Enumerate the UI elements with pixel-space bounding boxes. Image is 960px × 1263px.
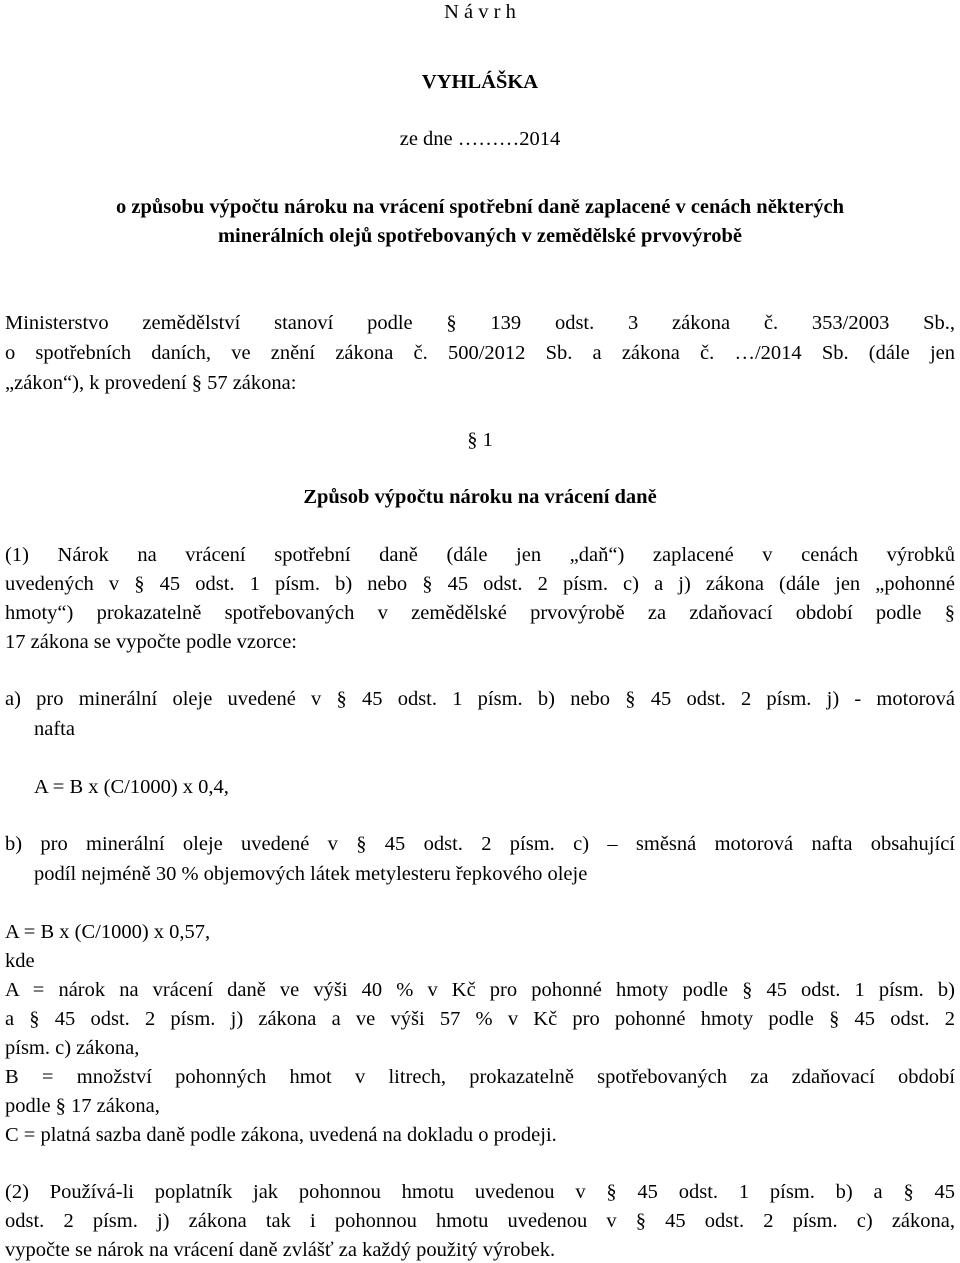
list-item-line: nafta [34, 718, 75, 740]
paragraph-line: uvedených v § 45 odst. 1 písm. b) nebo § 45 odst. 2 písm. c) a j) zákona (dále jen „pohonné [5, 573, 955, 595]
section-number: § 1 [467, 429, 493, 451]
definitions-line: A = nárok na vrácení daně ve výši 40 % v Kč pro pohonné hmoty podle § 45 odst. 1 písm. b) [5, 979, 955, 1001]
paragraph-line: vypočte se nárok na vrácení daně zvlášť za každý použitý výrobek. [5, 1239, 556, 1261]
paragraph-line: (2) Používá-li poplatník jak pohonnou hmotu uvedenou v § 45 odst. 1 písm. b) a § 45 [5, 1181, 955, 1203]
definitions-line: C = platná sazba daně podle zákona, uvedená na dokladu o prodeji. [5, 1124, 557, 1146]
definitions-line: B = množství pohonných hmot v litrech, prokazatelně spotřebovaných za zdaňovací období [5, 1066, 955, 1088]
title-line: minerálních olejů spotřebovaných v zemědělské prvovýrobě [217, 225, 743, 247]
paragraph-line: hmoty“) prokazatelně spotřebovaných v zemědělské prvovýrobě za zdaňovací období podle § [5, 602, 955, 624]
document-type-heading: VYHLÁŠKA [421, 71, 539, 93]
preamble-line: „zákon“), k provedení § 57 zákona: [5, 372, 297, 394]
definitions-line: písm. c) zákona, [5, 1037, 140, 1059]
section-heading: Způsob výpočtu nároku na vrácení daně [303, 486, 657, 508]
paragraph-line: 17 zákona se vypočte podle vzorce: [5, 631, 298, 653]
preamble-line: o spotřebních daních, ve znění zákona č. 500/2012 Sb. a zákona č. …/2014 Sb. (dále jen [5, 342, 955, 364]
preamble-line: Ministerstvo zemědělství stanoví podle § 139 odst. 3 zákona č. 353/2003 Sb., [5, 312, 955, 334]
paragraph-line: odst. 2 písm. j) zákona tak i pohonnou hmotu uvedenou v § 45 odst. 2 písm. c) zákona, [5, 1210, 955, 1232]
paragraph-line: (1) Nárok na vrácení spotřební daně (dále jen „daň“) zaplacené v cenách výrobků [5, 544, 955, 566]
list-item-line: a) pro minerální oleje uvedené v § 45 odst. 1 písm. b) nebo § 45 odst. 2 písm. j) - motorová [5, 688, 955, 710]
draft-label: N á v r h [444, 1, 516, 23]
definitions-line: podle § 17 zákona, [5, 1095, 160, 1117]
list-item-line: b) pro minerální oleje uvedené v § 45 odst. 2 písm. c) – směsná motorová nafta obsahující [5, 833, 955, 855]
definitions-line: kde [5, 950, 35, 972]
formula: A = B x (C/1000) x 0,57, [5, 921, 211, 943]
definitions-line: a § 45 odst. 2 písm. j) zákona a ve výši 57 % v Kč pro pohonné hmoty podle § 45 odst. 2 [5, 1008, 955, 1030]
date-line: ze dne ………2014 [399, 128, 561, 150]
formula: A = B x (C/1000) x 0,4, [34, 776, 229, 798]
list-item-line: podíl nejméně 30 % objemových látek metylesteru řepkového oleje [34, 863, 588, 885]
title-line: o způsobu výpočtu nároku na vrácení spotřební daně zaplacené v cenách některých [116, 196, 844, 218]
